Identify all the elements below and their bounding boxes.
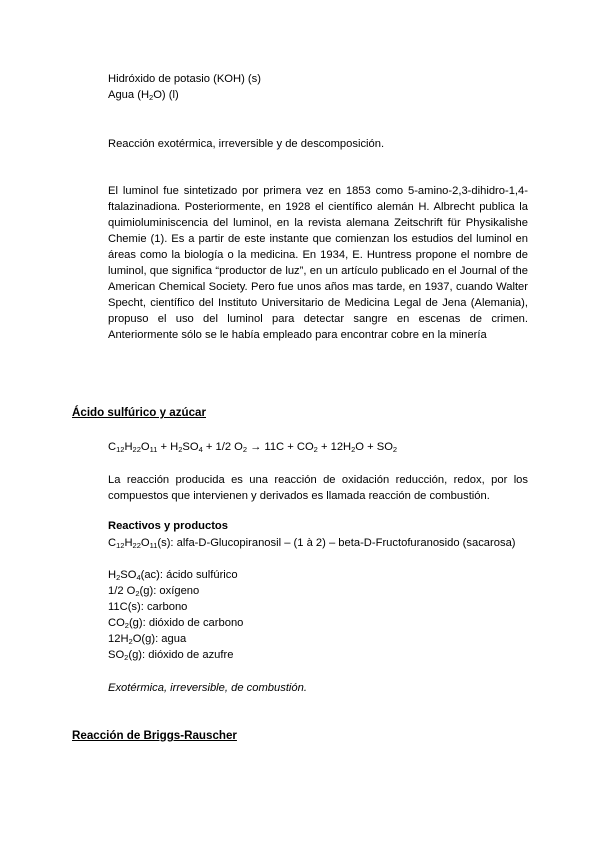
reagent-sucrose: $C_{12}H_{22}O_{11}(s)$: alfa-D-Glucopiranosil – (1 à 2) – beta-D-Fructofuranosido (sacarosa) <box>108 537 516 550</box>
product-so2: $SO_2(g)$: dióxido de azufre <box>108 649 234 662</box>
section-heading-sulfuric: Ácido sulfúrico y azúcar <box>72 406 207 419</box>
product-carbon: 11C(s): carbono <box>108 601 188 613</box>
koh-line: Hidróxido de potasio (KOH) (s) <box>108 73 261 85</box>
reagents-heading: Reactivos y productos <box>108 520 228 532</box>
luminol-paragraph: El luminol fue sintetizado por primera vez en 1853 como 5-amino-2,3-dihidro-1,4-ftalazinadiona. Posteriormente, en 1928 el científico alemán H. Albrecht publica la quimioluminiscencia del luminol, en la revista alemana Zeitschrift für Physikalishe Chemie (1). Es a partir de este instante que comienzan los estudios del luminol en áreas como la biología o la medicina. En 1934, E. Huntress propone el nombre de luminol, que significa “productor de luz”, en un artículo publicado en el Journal of the American Chemical Society. Pero fue unos años mas tarde, en 1937, cuando Walter Specht, científico del Instituto Universitario de Medicina Legal de Jena (Alemania), propuso el uso del luminol para detectar sangre en escenas de crimen. Anteriormente sólo se le había empleado para encontrar cobre en la minería <box>108 185 528 341</box>
combustion-description: La reacción producida es una reacción de oxidación reducción, redox, por los compuestos que intervienen y derivados es llamada reacción de combustión. <box>108 474 528 502</box>
classification-text: Exotérmica, irreversible, de combustión. <box>108 682 307 694</box>
reagent-sulfuric-acid: $H_2SO_4(ac)$: ácido sulfúrico <box>108 569 238 582</box>
product-water: $12H_2O(g)$: agua <box>108 633 187 646</box>
water-line: Agua $(H_2O)$ (l) <box>108 89 179 102</box>
section-heading-briggs: Reacción de Briggs-Rauscher <box>72 729 237 742</box>
reaction-type-text: Reacción exotérmica, irreversible y de descomposición. <box>108 138 385 150</box>
sulfuric-equation: $C_{12}H_{22}O_{11} + H_2SO_4 + 1/2$ $O_2 \to 11C + CO_2 + 12H_2O + SO_2$ <box>108 441 398 454</box>
reagent-oxygen: 1/2 $O_2(g)$: oxígeno <box>108 585 200 598</box>
product-co2: $CO_2(g)$: dióxido de carbono <box>108 617 244 630</box>
